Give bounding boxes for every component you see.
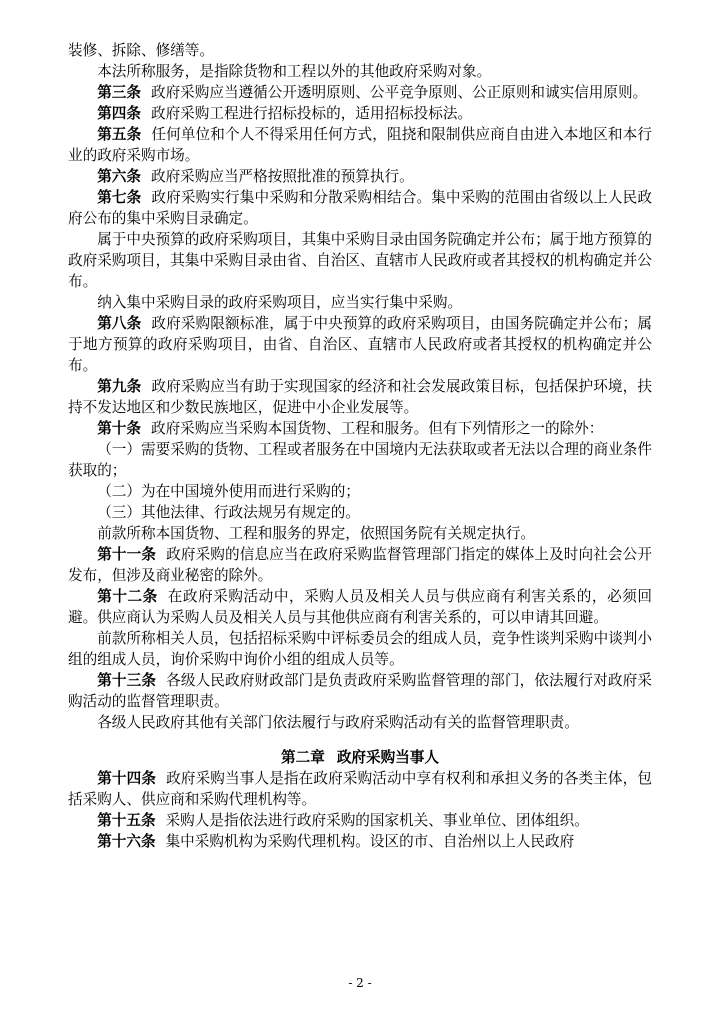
paragraph-text: 政府采购应当采购本国货物、工程和服务。但有下列情形之一的除外： <box>150 420 604 437</box>
chapter-heading <box>68 747 652 768</box>
article-paragraph <box>68 831 652 852</box>
article-number: 第十二条 <box>97 588 158 605</box>
article-number: 第十条 <box>97 420 141 437</box>
article-number: 第十六条 <box>97 833 156 850</box>
article-paragraph <box>68 586 652 628</box>
paragraph-text: 集中采购机构为采购代理机构。设区的市、自治州以上人民政府 <box>165 833 575 850</box>
article-number: 第八条 <box>97 315 142 332</box>
article-paragraph <box>68 166 652 187</box>
article-paragraph <box>68 124 652 166</box>
article-paragraph <box>68 376 652 418</box>
article-number: 第四条 <box>97 105 141 122</box>
article-number: 第七条 <box>97 189 142 206</box>
paragraph-text: （三）其他法律、行政法规另有规定的。 <box>97 504 360 521</box>
paragraph <box>68 439 652 481</box>
paragraph-text: 采购人是指依法进行政府采购的国家机关、事业单位、团体组织。 <box>165 812 589 829</box>
paragraph-text: （一）需要采购的货物、工程或者服务在中国境内无法获取或者无法以合理的商业条件获取的； <box>68 441 652 479</box>
paragraph-text: 政府采购工程进行招标投标的，适用招标投标法。 <box>150 105 473 122</box>
article-paragraph <box>68 418 652 439</box>
article-paragraph <box>68 103 652 124</box>
paragraph <box>68 712 652 733</box>
paragraph-text: 任何单位和个人不得采用任何方式，阻挠和限制供应商自由进入本地区和本行业的政府采购市场。 <box>68 126 652 164</box>
paragraph <box>68 481 652 502</box>
paragraph-text: 在政府采购活动中，采购人员及相关人员与供应商有利害关系的，必须回避。供应商认为采购人员及相关人员与其他供应商有利害关系的，可以申请其回避。 <box>68 588 652 626</box>
article-paragraph <box>68 810 652 831</box>
article-paragraph <box>68 544 652 586</box>
paragraph <box>68 628 652 670</box>
paragraph <box>68 40 652 61</box>
paragraph-text: 属于中央预算的政府采购项目，其集中采购目录由国务院确定并公布；属于地方预算的政府采购项目，其集中采购目录由省、自治区、直辖市人民政府或者其授权的机构确定并公布。 <box>68 231 652 290</box>
paragraphs-after-chapter <box>68 768 652 852</box>
paragraph <box>68 229 652 292</box>
article-paragraph <box>68 82 652 103</box>
paragraph-text: 各级人民政府财政部门是负责政府采购监督管理的部门，依法履行对政府采购活动的监督管理职责。 <box>68 672 652 710</box>
paragraph-text: 政府采购应当严格按照批准的预算执行。 <box>150 168 414 185</box>
paragraph-text: 本法所称服务，是指除货物和工程以外的其他政府采购对象。 <box>97 63 492 80</box>
paragraph <box>68 523 652 544</box>
paragraph-text: 政府采购限额标准，属于中央预算的政府采购项目，由国务院确定并公布；属于地方预算的政府采购项目，由省、自治区、直辖市人民政府或者其授权的机构确定并公布。 <box>68 315 652 374</box>
chapter-title: 政府采购当事人 <box>336 749 439 766</box>
paragraph-text: 政府采购应当有助于实现国家的经济和社会发展政策目标，包括保护环境，扶持不发达地区和少数民族地区，促进中小企业发展等。 <box>68 378 652 416</box>
paragraph-text: 前款所称相关人员，包括招标采购中评标委员会的组成人员，竞争性谈判采购中谈判小组的组成人员，询价采购中询价小组的组成人员等。 <box>68 630 652 668</box>
article-number: 第九条 <box>97 378 142 395</box>
article-paragraph <box>68 187 652 229</box>
article-paragraph <box>68 313 652 376</box>
paragraph <box>68 502 652 523</box>
article-number: 第十三条 <box>97 672 157 689</box>
article-number: 第三条 <box>97 84 141 101</box>
paragraph-text: 政府采购应当遵循公开透明原则、公平竞争原则、公正原则和诚实信用原则。 <box>150 84 648 101</box>
page-number: - 2 - <box>348 976 372 990</box>
paragraph <box>68 292 652 313</box>
paragraph-text: 纳入集中采购目录的政府采购项目，应当实行集中采购。 <box>97 294 463 311</box>
paragraph-text: 政府采购的信息应当在政府采购监督管理部门指定的媒体上及时向社会公开发布，但涉及商业秘密的除外。 <box>68 546 652 584</box>
article-paragraph <box>68 670 652 712</box>
article-number: 第六条 <box>97 168 141 185</box>
paragraph-text: 前款所称本国货物、工程和服务的界定，依照国务院有关规定执行。 <box>97 525 536 542</box>
paragraph-text: 各级人民政府其他有关部门依法履行与政府采购活动有关的监督管理职责。 <box>97 714 579 731</box>
document-body <box>68 40 652 852</box>
article-number: 第十四条 <box>97 770 157 787</box>
paragraph-text: 政府采购当事人是指在政府采购活动中享有权利和承担义务的各类主体，包括采购人、供应商和采购代理机构等。 <box>68 770 652 808</box>
paragraph-text: 政府采购实行集中采购和分散采购相结合。集中采购的范围由省级以上人民政府公布的集中采购目录确定。 <box>68 189 652 227</box>
article-number: 第十五条 <box>97 812 156 829</box>
paragraph-text: 装修、拆除、修缮等。 <box>68 42 214 59</box>
article-paragraph <box>68 768 652 810</box>
paragraphs-before-chapter <box>68 40 652 733</box>
article-number: 第十一条 <box>97 546 157 563</box>
paragraph-text: （二）为在中国境外使用而进行采购的； <box>97 483 360 500</box>
paragraph <box>68 61 652 82</box>
article-number: 第五条 <box>97 126 142 143</box>
chapter-number: 第二章 <box>281 749 325 766</box>
